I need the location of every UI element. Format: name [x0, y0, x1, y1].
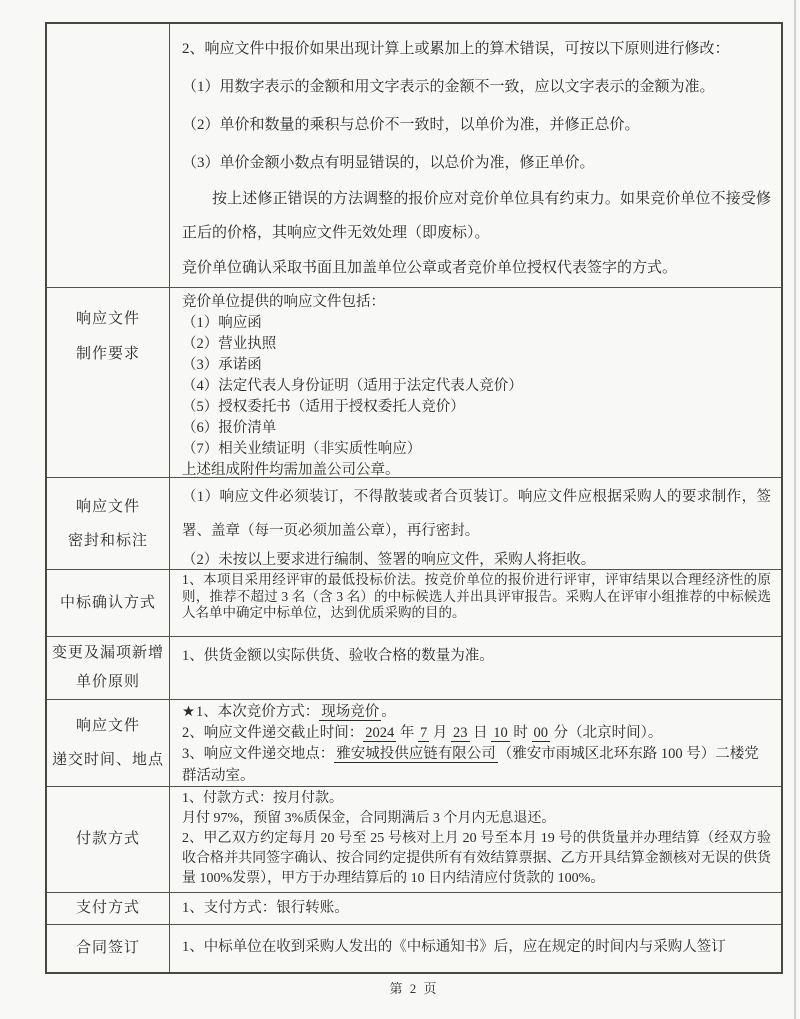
paragraph: （1）响应文件必须装订，不得散装或者合页装订。响应文件应根据采购人的要求制作，签署、盖章（每一页必须加盖公章），再行密封。: [182, 489, 771, 539]
row-header-line: 变更及漏项新增: [51, 645, 164, 661]
paragraph: （2）单价和数量的乘积与总价不一致时，以单价为准，并修正总价。: [182, 117, 640, 133]
list-item: （3）承诺函: [182, 357, 262, 373]
row-content-preparation: [170, 288, 781, 477]
text: 。: [381, 704, 396, 720]
underlined-value: 23: [453, 725, 468, 742]
table-row-payment: [47, 787, 781, 893]
star-icon: ★: [182, 704, 195, 720]
paragraph: 1、中标单位在收到采购人发出的《中标通知书》后，应在规定的时间内与采购人签订: [182, 939, 726, 955]
row-header-line: 支付方式: [75, 900, 140, 916]
row-header-line: 密封和标注: [67, 532, 148, 549]
page-scan-edge: [794, 0, 796, 1019]
paragraph: 2、甲乙双方约定每月 20 号至 25 号核对上月 20 号至本月 19 号的供货量并办理结算（经双方验收合格并共同签字确认、按合同约定提供所有有效结算票据、乙方开具结算金额核对无误的供货量 100%发票），甲方于办理结算后的 10 日内结清应付货款的 100%。: [182, 831, 771, 886]
paragraph: 1、付款方式：按月付款。: [182, 791, 343, 806]
row-header-line: 合同签订: [75, 940, 140, 956]
paragraph: （3）单价金额小数点有明显错误的，以总价为准，修正单价。: [182, 155, 595, 171]
paragraph: （2）未按以上要求进行编制、签署的响应文件，采购人将拒收。: [182, 552, 596, 568]
underlined-value: 10: [493, 725, 508, 742]
row-header-line: 付款方式: [75, 831, 140, 847]
page-number: 第 2 页: [389, 981, 439, 996]
row-content-award: [170, 570, 781, 636]
label: 3、响应文件递交地点：: [182, 746, 335, 763]
table-row-award: [47, 570, 781, 637]
text: 年: [396, 725, 418, 742]
row-header-line: 响应文件: [75, 311, 140, 327]
paragraph: 1、本项目采用经评审的最低投标价法。按竞价单位的报价进行评审，评审结果以合理经济性的原则，推荐不超过 3 名（含 3 名）的中标候选人并出具评审报告。采购人在评审小组推荐的中标候选人名单中确定中标单位，达到优质采购的目的。: [182, 572, 771, 620]
row-content-sealing: [170, 478, 781, 569]
paragraph: 1、供货金额以实际供货、验收合格的数量为准。: [182, 648, 494, 664]
table-row-pay-method: [47, 893, 781, 925]
paragraph: 月付 97%，预留 3%质保金，合同期满后 3 个月内无息退还。: [182, 811, 556, 826]
table-row-contract: [47, 925, 781, 972]
list-item: （5）授权委托书（适用于授权委托人竞价）: [182, 399, 465, 415]
paragraph: 1、支付方式：银行转账。: [182, 900, 349, 916]
text: 分（北京时间）。: [550, 725, 663, 742]
row-header-submission: [47, 700, 170, 786]
row-header-change: [47, 637, 170, 699]
row-content-contract: [170, 925, 781, 972]
text: 时: [509, 725, 532, 742]
row-content-payment: [170, 787, 781, 892]
row-header-line: 响应文件: [75, 718, 140, 734]
row-header-award: [47, 570, 170, 636]
table-row-correction: [47, 24, 781, 288]
table-row-change: [47, 637, 781, 700]
text: 月: [429, 725, 451, 742]
row-header-line: 响应文件: [75, 498, 140, 515]
row-content-submission: [170, 700, 781, 786]
underlined-value: 现场竞价: [321, 704, 380, 720]
row-header-preparation: [47, 288, 170, 477]
row-content-change: [170, 637, 781, 699]
list-item: （1）响应函: [182, 315, 262, 331]
row-header-pay-method: [47, 893, 170, 924]
label: 1、本次竞价方式：: [196, 704, 320, 720]
row-header-line: 递交时间、地点: [51, 752, 164, 768]
paragraph: 竞价单位确认采取书面且加盖单位公章或者竞价单位授权代表签字的方式。: [182, 260, 678, 276]
paragraph: 2、响应文件中报价如果出现计算上或累加上的算术错误，可按以下原则进行修改：: [182, 41, 730, 57]
row-header-line: 单价原则: [75, 674, 140, 690]
submission-line-method: [182, 702, 771, 723]
row-header-sealing: [47, 478, 170, 569]
text: （雅安市雨城区北环东路 100 号）二楼党群活动室。: [182, 746, 759, 784]
underlined-value: 7: [420, 725, 428, 742]
paragraph: 按上述修正错误的方法调整的报价应对竞价单位具有约束力。如果竞价单位不接受修正后的价格，其响应文件无效处理（即废标）。: [182, 191, 771, 241]
paragraph: 上述组成附件均需加盖公司公章。: [182, 462, 400, 478]
underlined-value: 雅安城投供应链有限公司: [336, 746, 496, 763]
row-header-empty: [47, 24, 170, 287]
list-item: （4）法定代表人身份证明（适用于法定代表人竞价）: [182, 378, 523, 394]
row-content-pay-method: [170, 893, 781, 924]
table-row-submission: [47, 700, 781, 787]
submission-line-place: [182, 744, 771, 786]
row-content-correction: [170, 24, 781, 287]
submission-line-deadline: [182, 723, 771, 744]
table-row-sealing: [47, 478, 781, 570]
procurement-terms-table: [45, 22, 783, 974]
row-header-line: 中标确认方式: [59, 594, 156, 611]
text: 日: [469, 725, 492, 742]
table-row-preparation: [47, 288, 781, 478]
row-header-contract: [47, 925, 170, 972]
paragraph: 竞价单位提供的响应文件包括：: [182, 294, 385, 310]
list-item: （2）营业执照: [182, 336, 277, 352]
row-header-line: 制作要求: [75, 346, 140, 362]
paragraph: （1）用数字表示的金额和用文字表示的金额不一致，应以文字表示的金额为准。: [182, 79, 715, 95]
list-item: （6）报价清单: [182, 420, 277, 436]
underlined-value: 2024: [365, 725, 395, 742]
list-item: （7）相关业绩证明（非实质性响应）: [182, 441, 422, 457]
row-header-payment: [47, 787, 170, 892]
underlined-value: 00: [533, 725, 548, 742]
label: 2、响应文件递交截止时间：: [182, 725, 364, 742]
